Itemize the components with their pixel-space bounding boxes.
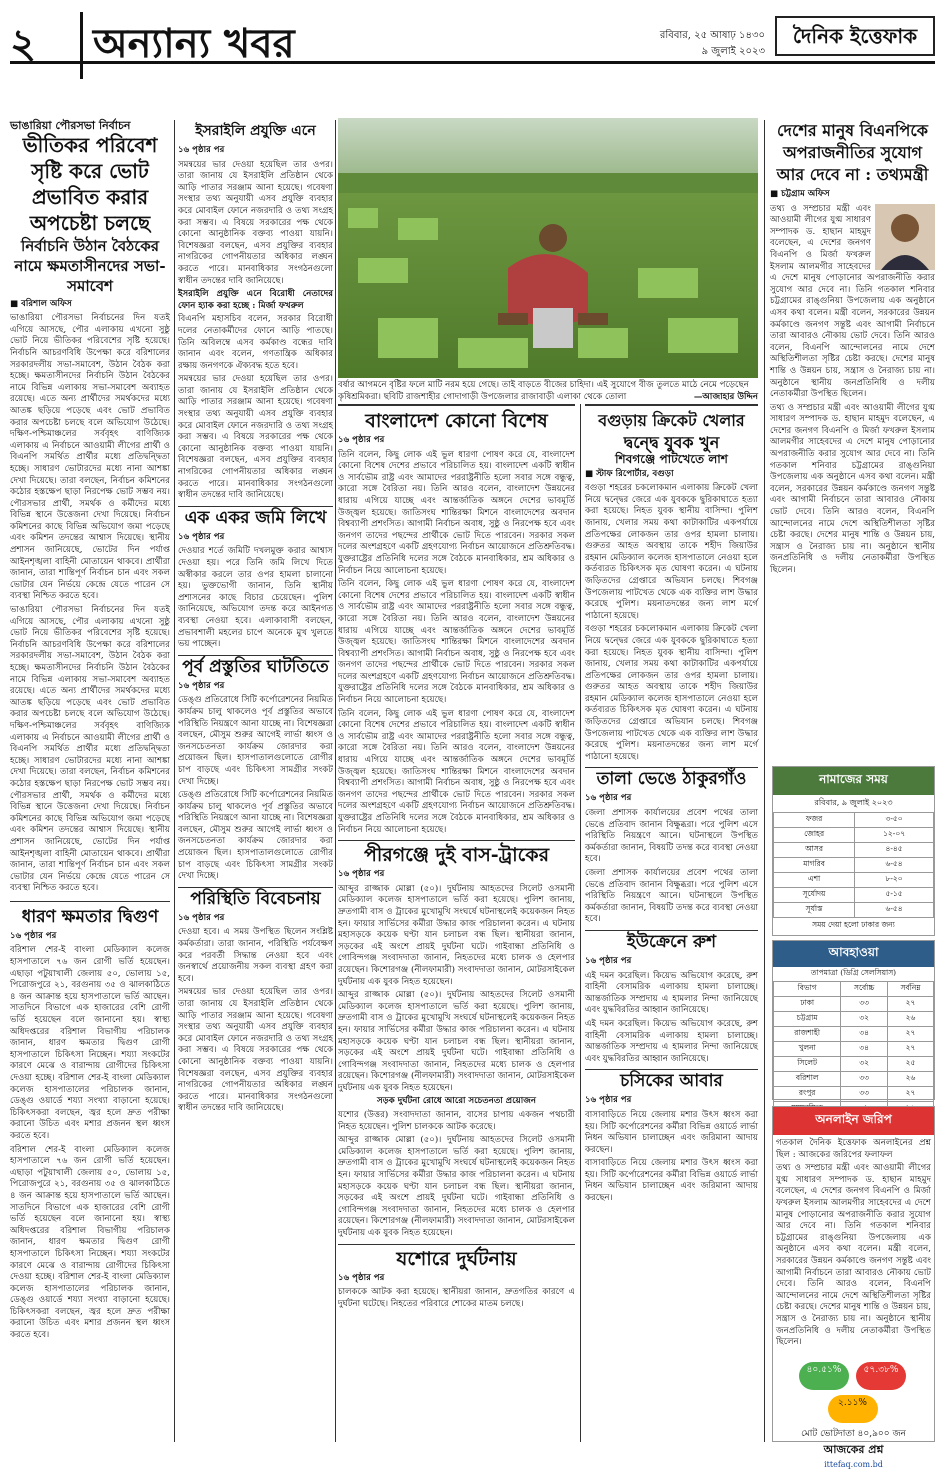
- byline: ■ স্টাফ রিপোর্টার, বগুড়া: [585, 468, 674, 479]
- prayer-cell: ৫-১৫: [855, 888, 934, 903]
- prayer-row: [774, 903, 934, 918]
- headline-bhandaria: ভীতিকর পরিবেশ সৃষ্টি করে ভোট প্রভাবিত করার অপচেষ্টা চলছে: [22, 132, 158, 235]
- byline: ১৬ পৃষ্ঠার পর: [178, 680, 225, 691]
- article-body: ভাঙারিয়া পৌরসভা নির্বাচনের দিন যতই এগিয়ে আসছে, পৌর এলাকায় এখনো সুষ্ঠু ভোট নিয়ে ভীতিকর পরিবেশের সৃষ্টি হয়েছে। নির্বাচনি আচরণবিধি উপেক্ষা করে বরিশালের সরকারদলীয় সভা-সমাবেশ, উঠান বৈঠক করা হচ্ছে। ক্ষমতাসীনদের নির্বাচনি উঠান বৈঠকের নামে বিভিন্ন এলাকায় সভা-সমাবেশ অব্যাহত রয়েছে। এতে অন্য প্রার্থীদের সমর্থকদের মধ্যে আতঙ্ক ছড়িয়ে পড়েছে এবং ভোট প্রভাবিত করার অপচেষ্টা চলছে বলে অভিযোগ উঠেছে। দক্ষিণ-পশ্চিমাঞ্চলের সর্ববৃহৎ বাণিজ্যিক এলাকায় এ নির্বাচনে আওয়ামী লীগের প্রার্থী ও বিএনপি সমর্থিত প্রার্থীর মধ্যে প্রতিদ্বন্দ্বিতা হচ্ছে। সাধারণ ভোটারদের মধ্যে নানা আশঙ্কা দেখা দিয়েছে। তারা বলছেন, নির্বাচন কমিশনের কঠোর হস্তক্ষেপ ছাড়া নিরপেক্ষ ভোট সম্ভব নয়। পৌরসভার প্রার্থী, সমর্থক ও কর্মীদের মধ্যে বিভিন্ন স্থানে উত্তেজনা দেখা দিয়েছে। নির্বাচন কমিশনের কাছে বিভিন্ন অভিযোগ জমা পড়েছে এবং কমিশন তদন্তের আশ্বাস দিয়েছে। স্থানীয় প্রশাসন জানিয়েছে, ভোটের দিন পর্যাপ্ত আইনশৃঙ্খলা বাহিনী মোতায়েন থাকবে। প্রার্থীরা জানান, তারা শান্তিপূর্ণ নির্বাচন চান এবং সকল ভোটার যেন নির্ভয়ে কেন্দ্রে যেতে পারেন সে ব্যবস্থা নিশ্চিত করতে হবে।: [10, 313, 170, 602]
- weather-row: [774, 1087, 934, 1102]
- column-rule: [580, 404, 581, 1442]
- weather-cell: রংপুর: [774, 1087, 841, 1102]
- weather-header-cell: সর্বোচ্চ: [841, 982, 888, 997]
- weather-header-cell: বিভাগ: [774, 982, 841, 997]
- weather-row: [774, 997, 934, 1012]
- article-body: দেওয়ার শর্তে জমিটি দখলমুক্ত করার আশ্বাস দেওয়া হয়। পরে তিনি জমি লিখে দিতে অস্বীকার করলে তার ওপর হামলা চালানো হয়। ভুক্তভোগী জানান, তিনি স্থানীয় প্রশাসনের কাছে বিচার চেয়েছেন। পুলিশ জানিয়েছে, অভিযোগ তদন্ত করে আইনগত ব্যবস্থা নেওয়া হবে। এলাকাবাসী বলছেন, প্রভাবশালী মহলের চাপে অনেকে মুখ খুলতে ভয় পাচ্ছেন।: [178, 546, 333, 650]
- weather-cell: ২৬: [888, 1012, 934, 1027]
- byline: ১৬ পৃষ্ঠার পর: [178, 531, 225, 542]
- column-3: [338, 404, 575, 1442]
- weather-title: আবহাওয়া: [773, 941, 934, 967]
- headline-bogura: বগুড়ায় ক্রিকেট খেলার দ্বন্দ্বে যুবক খুন: [585, 404, 758, 454]
- headline-dharon: ধারণ ক্ষমতার দ্বিগুণ: [10, 901, 170, 928]
- prayer-row: [774, 858, 934, 873]
- photo-credit: —আজাহার উদ্দিন: [693, 391, 758, 402]
- article-body: যশোর (উত্তর) সংবাদদাতা জানান, বাসের চাপায় একজন পথচারী নিহত হয়েছেন। পুলিশ চালককে আটক করেছে।: [338, 1110, 575, 1132]
- weather-cell: ৩৩: [841, 997, 888, 1012]
- byline: ১৬ পৃষ্ঠার পর: [338, 1272, 385, 1283]
- weather-box: [772, 940, 935, 1100]
- article-body-cont: ভাঙারিয়া পৌরসভা নির্বাচনের দিন যতই এগিয়ে আসছে, পৌর এলাকায় এখনো সুষ্ঠু ভোট নিয়ে ভীতিকর পরিবেশের সৃষ্টি হয়েছে। নির্বাচনি আচরণবিধি উপেক্ষা করে বরিশালের সরকারদলীয় সভা-সমাবেশ, উঠান বৈঠক করা হচ্ছে। ক্ষমতাসীনদের নির্বাচনি উঠান বৈঠকের নামে বিভিন্ন এলাকায় সভা-সমাবেশ অব্যাহত রয়েছে। এতে অন্য প্রার্থীদের সমর্থকদের মধ্যে আতঙ্ক ছড়িয়ে পড়েছে এবং ভোট প্রভাবিত করার অপচেষ্টা চলছে বলে অভিযোগ উঠেছে। দক্ষিণ-পশ্চিমাঞ্চলের সর্ববৃহৎ বাণিজ্যিক এলাকায় এ নির্বাচনে আওয়ামী লীগের প্রার্থী ও বিএনপি সমর্থিত প্রার্থীর মধ্যে প্রতিদ্বন্দ্বিতা হচ্ছে। সাধারণ ভোটারদের মধ্যে নানা আশঙ্কা দেখা দিয়েছে। তারা বলছেন, নির্বাচন কমিশনের কঠোর হস্তক্ষেপ ছাড়া নিরপেক্ষ ভোট সম্ভব নয়। পৌরসভার প্রার্থী, সমর্থক ও কর্মীদের মধ্যে বিভিন্ন স্থানে উত্তেজনা দেখা দিয়েছে। নির্বাচন কমিশনের কাছে বিভিন্ন অভিযোগ জমা পড়েছে এবং কমিশন তদন্তের আশ্বাস দিয়েছে। স্থানীয় প্রশাসন জানিয়েছে, ভোটের দিন পর্যাপ্ত আইনশৃঙ্খলা বাহিনী মোতায়েন থাকবে। প্রার্থীরা জানান, তারা শান্তিপূর্ণ নির্বাচন চান এবং সকল ভোটার যেন নির্ভয়ে কেন্দ্রে যেতে পারেন সে ব্যবস্থা নিশ্চিত করতে হবে।: [10, 605, 170, 894]
- inline-subhead: সড়ক দুর্ঘটনা রোধে আরো সচেতনতা প্রয়োজন: [376, 1096, 537, 1107]
- headline-preparation: পূর্ব প্রস্তুতির ঘাটতিতে: [178, 655, 333, 678]
- poll-body: [773, 1135, 934, 1354]
- prayer-note: সময় দেয়া হলো ঢাকার জন্য: [812, 920, 895, 929]
- weather-cell: ৩৩: [841, 1087, 888, 1102]
- article-body: দেওয়া হবে। এ সময় উপস্থিত ছিলেন সংশ্লিষ্ট কর্মকর্তারা। তারা জানান, পরিস্থিতি পর্যবেক্ষণ করে পরবর্তী সিদ্ধান্ত নেওয়া হবে এবং জনস্বার্থে প্রয়োজনীয় সকল ব্যবস্থা গ্রহণ করা হবে।: [178, 927, 333, 984]
- prayer-cell: ৪-৪৫: [855, 843, 934, 858]
- byline: ১৬ পৃষ্ঠার পর: [10, 930, 57, 941]
- weather-cell: বরিশাল: [774, 1072, 841, 1087]
- newspaper-logo: দৈনিক ইত্তেফাক: [775, 16, 935, 56]
- weather-row: [774, 1057, 934, 1072]
- article-body: বাসাবাড়িতে নিয়ে জেলায় মশার উৎস ধ্বংস করা হয়। সিটি কর্পোরেশনের কর্মীরা বিভিন্ন ওয়ার্ডে লার্ভা নিধন অভিযান চালাচ্ছেন এবং জরিমানা আদায় করছেন।: [585, 1109, 758, 1155]
- article-body: সমন্বয়ের ভার দেওয়া হয়েছিল তার ওপর। তারা জানায় যে ইসরাইলি প্রতিষ্ঠান থেকে আড়ি পাতার সরঞ্জাম আনা হয়েছে। গবেষণা সংস্থার তথ্য অনুযায়ী এসব প্রযুক্তি ব্যবহার করে মোবাইল ফোনে নজরদারি ও তথ্য সংগ্রহ করা সম্ভব। এ বিষয়ে সরকারের পক্ষ থেকে কোনো আনুষ্ঠানিক বক্তব্য পাওয়া যায়নি। বিশেষজ্ঞরা বলছেন, এসব প্রযুক্তির ব্যবহার নাগরিকের গোপনীয়তার অধিকার লঙ্ঘন করতে পারে। মানবাধিকার সংগঠনগুলো স্বাধীন তদন্তের দাবি জানিয়েছে।: [178, 159, 333, 286]
- article-body: বিএনপি মহাসচিব বলেন, সরকার বিরোধী দলের নেতাকর্মীদের ফোনে আড়ি পাতছে। তিনি অবিলম্বে এসব কর্মকাণ্ড বন্ধের দাবি জানান এবং বলেন, গণতান্ত্রিক অধিকার রক্ষায় জনগণকে ঐক্যবদ্ধ হতে হবে।: [178, 314, 333, 371]
- weather-subtitle: তাপমাত্রা (ডিগ্রি সেলসিয়াস): [810, 968, 897, 977]
- weather-cell: ২৭: [888, 1042, 934, 1057]
- article-body: বাসাবাড়িতে নিয়ে জেলায় মশার উৎস ধ্বংস করা হয়। সিটি কর্পোরেশনের কর্মীরা বিভিন্ন ওয়ার্ডে লার্ভা নিধন অভিযান চালাচ্ছেন এবং জরিমানা আদায় করছেন।: [585, 1158, 758, 1204]
- article-body: আব্দুর রাজ্জাক মোল্লা (৫০)। দুর্ঘটনায় আহতদের সিলেট ওসমানী মেডিক্যাল কলেজ হাসপাতালে ভর্তি করা হয়েছে। পুলিশ জানায়, দ্রুতগামী বাস ও ট্রাকের মুখোমুখি সংঘর্ষে ঘটনাস্থলেই কয়েকজন নিহত হন। ফায়ার সার্ভিসের কর্মীরা উদ্ধার কাজ পরিচালনা করেন। এ ঘটনায় মহাসড়কে কয়েক ঘণ্টা যান চলাচল বন্ধ ছিল। স্থানীয়রা জানান, সড়কের এই অংশে প্রায়ই দুর্ঘটনা ঘটে। গাইবান্ধা প্রতিনিধি ও গোবিন্দগঞ্জ সংবাদদাতা জানান, নিহতদের মধ্যে চালক ও হেলপার রয়েছেন। কিশোরগঞ্জ (নীলফামারী) সংবাদদাতা জানান, মোটরসাইকেল দুর্ঘটনায় এক যুবক নিহত হয়েছেন।: [338, 1135, 575, 1238]
- headline-israeli: ইসরাইলি প্রযুক্তি এনে: [195, 123, 316, 139]
- article-body: জেলা প্রশাসক কার্যালয়ের প্রবেশ পথের তালা ভেঙে প্রতিবাদ জানান বিক্ষুব্ধরা। পরে পুলিশ এসে পরিস্থিতি নিয়ন্ত্রণে আনে। ঘটনাস্থলে উপস্থিত কর্মকর্তারা জানান, বিষয়টি তদন্ত করে ব্যবস্থা নেওয়া হবে।: [585, 808, 759, 865]
- headline-info-minister: দেশের মানুষ বিএনপিকে অপরাজনীতির সুযোগ আর দেবে না : তথ্যমন্ত্রী: [776, 121, 929, 184]
- date-bn: রবিবার, ২৫ আষাঢ় ১৪৩০: [659, 30, 765, 41]
- weather-row: [774, 1027, 934, 1042]
- headline-jessore: যশোরে দুর্ঘটনায়: [338, 1244, 575, 1270]
- weather-cell: রাজশাহী: [774, 1027, 841, 1042]
- poll-question: গতকাল দৈনিক ইত্তেফাক অনলাইনের প্রশ্ন ছিল : আজকের জরিপের ফলাফল: [776, 1138, 931, 1160]
- weather-cell: ৩৩: [841, 1072, 888, 1087]
- article-body: চালককে আটক করা হয়েছে। স্থানীয়রা জানান, দ্রুতগতির কারণে এ দুর্ঘটনা ঘটেছে। নিহতের পরিবারে শোকের মাতম চলছে।: [338, 1287, 575, 1309]
- article-body: আব্দুর রাজ্জাক মোল্লা (৫০)। দুর্ঘটনায় আহতদের সিলেট ওসমানী মেডিক্যাল কলেজ হাসপাতালে ভর্তি করা হয়েছে। পুলিশ জানায়, দ্রুতগামী বাস ও ট্রাকের মুখোমুখি সংঘর্ষে ঘটনাস্থলেই কয়েকজন নিহত হন। ফায়ার সার্ভিসের কর্মীরা উদ্ধার কাজ পরিচালনা করেন। এ ঘটনায় মহাসড়কে কয়েক ঘণ্টা যান চলাচল বন্ধ ছিল। স্থানীয়রা জানান, সড়কের এই অংশে প্রায়ই দুর্ঘটনা ঘটে। গাইবান্ধা প্রতিনিধি ও গোবিন্দগঞ্জ সংবাদদাতা জানান, নিহতদের মধ্যে চালক ও হেলপার রয়েছেন। কিশোরগঞ্জ (নীলফামারী) সংবাদদাতা জানান, মোটরসাইকেল দুর্ঘটনায় এক যুবক নিহত হয়েছেন।: [338, 990, 575, 1093]
- prayer-cell: আসর: [774, 843, 855, 858]
- prayer-date: রবিবার, ৯ জুলাই ২০২৩: [814, 798, 893, 807]
- byline: ১৬ পৃষ্ঠার পর: [585, 955, 632, 966]
- prayer-row: [774, 828, 934, 843]
- prayer-row: [774, 813, 934, 828]
- weather-cell: ঢাকা: [774, 997, 841, 1012]
- article-body: সমন্বয়ের ভার দেওয়া হয়েছিল তার ওপর। তারা জানায় যে ইসরাইলি প্রতিষ্ঠান থেকে আড়ি পাতার সরঞ্জাম আনা হয়েছে। গবেষণা সংস্থার তথ্য অনুযায়ী এসব প্রযুক্তি ব্যবহার করে মোবাইল ফোনে নজরদারি ও তথ্য সংগ্রহ করা সম্ভব। এ বিষয়ে সরকারের পক্ষ থেকে কোনো আনুষ্ঠানিক বক্তব্য পাওয়া যায়নি। বিশেষজ্ঞরা বলছেন, এসব প্রযুক্তির ব্যবহার নাগরিকের গোপনীয়তার অধিকার লঙ্ঘন করতে পারে। মানবাধিকার সংগঠনগুলো স্বাধীন তদন্তের দাবি জানিয়েছে।: [178, 987, 333, 1114]
- prayer-title: নামাজের সময়: [773, 767, 934, 795]
- prayer-cell: ৩-৫০: [855, 813, 934, 828]
- weather-cell: ২৬: [888, 1072, 934, 1087]
- headline-ukraine: ইউক্রেনে রুশ: [585, 930, 758, 953]
- article-body: তিনি বলেন, কিছু লোক এই ভুল ধারণা পোষণ করে যে, বাংলাদেশ কোনো বিশেষ দেশের প্রভাবে পরিচালিত হয়। বাংলাদেশ একটি স্বাধীন ও সার্বভৌম রাষ্ট্র এবং আমাদের পররাষ্ট্রনীতি হলো সবার সঙ্গে বন্ধুত্ব, কারো সঙ্গে বৈরিতা নয়। তিনি আরও বলেন, বাংলাদেশ উন্নয়নের ধারায় এগিয়ে যাচ্ছে এবং আন্তর্জাতিক অঙ্গনে দেশের ভাবমূর্তি উজ্জ্বল হয়েছে। জাতিসংঘ শান্তিরক্ষা মিশনে বাংলাদেশের অবদান বিশ্বব্যাপী প্রশংসিত। আগামী নির্বাচন অবাধ, সুষ্ঠু ও নিরপেক্ষ হবে এবং জনগণ তাদের পছন্দের প্রার্থীকে ভোট দিতে পারবেন। সরকার সকল দলের অংশগ্রহণে একটি গ্রহণযোগ্য নির্বাচন আয়োজনে প্রতিশ্রুতিবদ্ধ। যুক্তরাষ্ট্রের প্রতিনিধি দলের সঙ্গে বৈঠকে মানবাধিকার, শ্রম অধিকার ও নির্বাচন নিয়ে আলোচনা হয়েছে।: [338, 708, 575, 835]
- website-link[interactable]: ittefaq.com.bd: [824, 1459, 883, 1469]
- prayer-row: [774, 888, 934, 903]
- article-body: বরিশাল শের-ই বাংলা মেডিক্যাল কলেজ হাসপাতালে ৭৬ জন রোগী ভর্তি হয়েছেন। এছাড়া পটুয়াখালী জেলায় ৫০, ভোলায় ১৫, পিরোজপুরে ২১, বরগুনায় ৩৫ ও ঝালকাঠিতে ৪ জন আক্রান্ত হয়ে হাসপাতালে ভর্তি আছেন। সাতদিনে বিভাগে এক হাজারের বেশি রোগী ভর্তি হয়েছেন বলে জানানো হয়। স্বাস্থ্য অধিদপ্তরের বরিশাল বিভাগীয় পরিচালক জানান, ধারণ ক্ষমতার দ্বিগুণ রোগী হাসপাতালে চিকিৎসা নিচ্ছেন। শয্যা সংকটের কারণে মেঝে ও বারান্দায় রোগীদের চিকিৎসা দেওয়া হচ্ছে। বরিশাল শের-ই বাংলা মেডিক্যাল কলেজ হাসপাতালের পরিচালক জানান, ডেঙ্গু ওয়ার্ডে শয্যা সংখ্যা বাড়ানো হয়েছে। চিকিৎসকরা বলছেন, জ্বর হলে দ্রুত পরীক্ষা করানো উচিত এবং মশার প্রজনন স্থল ধ্বংস করতে হবে।: [10, 945, 170, 1141]
- prayer-cell: ফজর: [774, 813, 855, 828]
- article-body: তিনি বলেন, কিছু লোক এই ভুল ধারণা পোষণ করে যে, বাংলাদেশ কোনো বিশেষ দেশের প্রভাবে পরিচালিত হয়। বাংলাদেশ একটি স্বাধীন ও সার্বভৌম রাষ্ট্র এবং আমাদের পররাষ্ট্রনীতি হলো সবার সঙ্গে বন্ধুত্ব, কারো সঙ্গে বৈরিতা নয়। তিনি আরও বলেন, বাংলাদেশ উন্নয়নের ধারায় এগিয়ে যাচ্ছে এবং আন্তর্জাতিক অঙ্গনে দেশের ভাবমূর্তি উজ্জ্বল হয়েছে। জাতিসংঘ শান্তিরক্ষা মিশনে বাংলাদেশের অবদান বিশ্বব্যাপী প্রশংসিত। আগামী নির্বাচন অবাধ, সুষ্ঠু ও নিরপেক্ষ হবে এবং জনগণ তাদের পছন্দের প্রার্থীকে ভোট দিতে পারবেন। সরকার সকল দলের অংশগ্রহণে একটি গ্রহণযোগ্য নির্বাচন আয়োজনে প্রতিশ্রুতিবদ্ধ। যুক্তরাষ্ট্রের প্রতিনিধি দলের সঙ্গে বৈঠকে মানবাধিকার, শ্রম অধিকার ও নির্বাচন নিয়ে আলোচনা হয়েছে।: [338, 579, 575, 706]
- headline-pirganj: পীরগঞ্জে দুই বাস-ট্রাকের: [338, 840, 575, 866]
- subheadline: শিবগঞ্জে পাটখেতে লাশ: [615, 452, 728, 466]
- byline: ■ বরিশাল অফিস: [10, 298, 72, 309]
- photo-caption: [338, 380, 758, 403]
- poll-results: [773, 1354, 934, 1426]
- farmer-photo-illustration: [338, 118, 758, 378]
- weather-table: [773, 981, 934, 1117]
- column-2: [178, 120, 333, 1442]
- weather-cell: ২৭: [888, 1027, 934, 1042]
- article-body: বগুড়া শহরের চকলোকমান এলাকায় ক্রিকেট খেলা নিয়ে দ্বন্দ্বের জেরে এক যুবককে ছুরিকাঘাতে হত্যা করা হয়েছে। নিহত যুবক স্থানীয় বাসিন্দা। পুলিশ জানায়, খেলার সময় কথা কাটাকাটির একপর্যায়ে প্রতিপক্ষের লোকজন তার ওপর হামলা চালায়। গুরুতর আহত অবস্থায় তাকে শহীদ জিয়াউর রহমান মেডিক্যাল কলেজ হাসপাতালে নেওয়া হলে কর্তব্যরত চিকিৎসক মৃত ঘোষণা করেন। এ ঘটনায় জড়িতদের গ্রেপ্তারে অভিযান চলছে। শিবগঞ্জ উপজেলায় পাটখেত থেকে এক ব্যক্তির লাশ উদ্ধার করেছে পুলিশ। ময়নাতদন্তের জন্য লাশ মর্গে পাঠানো হয়েছে।: [585, 483, 758, 621]
- byline: ■ চট্টগ্রাম অফিস: [770, 189, 830, 199]
- minister-portrait: [875, 204, 935, 270]
- article-body: তিনি বলেন, কিছু লোক এই ভুল ধারণা পোষণ করে যে, বাংলাদেশ কোনো বিশেষ দেশের প্রভাবে পরিচালিত হয়। বাংলাদেশ একটি স্বাধীন ও সার্বভৌম রাষ্ট্র এবং আমাদের পররাষ্ট্রনীতি হলো সবার সঙ্গে বন্ধুত্ব, কারো সঙ্গে বৈরিতা নয়। তিনি আরও বলেন, বাংলাদেশ উন্নয়নের ধারায় এগিয়ে যাচ্ছে এবং আন্তর্জাতিক অঙ্গনে দেশের ভাবমূর্তি উজ্জ্বল হয়েছে। জাতিসংঘ শান্তিরক্ষা মিশনে বাংলাদেশের অবদান বিশ্বব্যাপী প্রশংসিত। আগামী নির্বাচন অবাধ, সুষ্ঠু ও নিরপেক্ষ হবে এবং জনগণ তাদের পছন্দের প্রার্থীকে ভোট দিতে পারবেন। সরকার সকল দলের অংশগ্রহণে একটি গ্রহণযোগ্য নির্বাচন আয়োজনে প্রতিশ্রুতিবদ্ধ। যুক্তরাষ্ট্রের প্রতিনিধি দলের সঙ্গে বৈঠকে মানবাধিকার, শ্রম অধিকার ও নির্বাচন নিয়ে আলোচনা হয়েছে।: [338, 449, 575, 576]
- weather-cell: ২৫: [888, 1057, 934, 1072]
- weather-cell: ৩২: [841, 1012, 888, 1027]
- poll-no: ৫৭.৩৮%: [856, 1362, 906, 1390]
- section-title: অন্যান্য খবর: [80, 12, 295, 79]
- article-body: তথ্য ও সম্প্রচার মন্ত্রী এবং আওয়ামী লীগের যুগ্ম সাধারণ সম্পাদক ড. হাছান মাহমুদ বলেছেন, এ দেশের জনগণ বিএনপি ও মির্জা ফখরুল ইসলাম আলমগীর সাহেবদের এ দেশে মানুষ পোড়ানোর অপরাজনীতি করার সুযোগ আর দেবে না। তিনি গতকাল শনিবার চট্টগ্রামের রাঙ্গুনিয়া উপজেলায় এক অনুষ্ঠানে এসব কথা বলেন। মন্ত্রী বলেন, সরকারের উন্নয়ন কর্মকাণ্ডে জনগণ সন্তুষ্ট এবং আগামী নির্বাচনে তারা আবারও নৌকায় ভোট দেবে। তিনি আরও বলেন, বিএনপি আন্দোলনের নামে দেশে অস্থিতিশীলতা সৃষ্টির চেষ্টা করছে। দেশের মানুষ শান্তি ও উন্নয়ন চায়, সন্ত্রাস ও নৈরাজ্য চায় না। অনুষ্ঠানে স্থানীয় জনপ্রতিনিধি ও দলীয় নেতাকর্মীরা উপস্থিত ছিলেন।: [770, 402, 935, 575]
- prayer-cell: এশা: [774, 873, 855, 888]
- weather-cell: সিলেট: [774, 1057, 841, 1072]
- prayer-table: [773, 812, 934, 918]
- weather-row: [774, 1042, 934, 1057]
- prayer-times-box: [772, 766, 935, 936]
- byline: ১৬ পৃষ্ঠার পর: [178, 145, 225, 155]
- weather-row: [774, 1072, 934, 1087]
- subheadline: নির্বাচনি উঠান বৈঠকের নামে ক্ষমতাসীনদের সভা-সমাবেশ: [14, 236, 166, 295]
- headline-bangladesh: বাংলাদেশ কোনো বিশেষ: [338, 404, 575, 432]
- article-body: ডেঙ্গু প্রতিরোধে সিটি কর্পোরেশনের নিয়মিত কার্যক্রম চালু থাকলেও পূর্ব প্রস্তুতির অভাবে পরিস্থিতি নিয়ন্ত্রণে আনা যাচ্ছে না। বিশেষজ্ঞরা বলছেন, মৌসুম শুরুর আগেই লার্ভা ধ্বংস ও জনসচেতনতা কার্যক্রম জোরদার করা প্রয়োজন ছিল। হাসপাতালগুলোতে রোগীর চাপ বাড়ছে এবং চিকিৎসা সামগ্রীর সংকট দেখা দিচ্ছে।: [178, 695, 333, 787]
- headline-land: এক একর জমি লিখে: [178, 506, 333, 529]
- column-1: [10, 120, 170, 1442]
- article-body: এই দমন করেছিল। কিয়েভ অভিযোগ করেছে, রুশ বাহিনী বেসামরিক এলাকায় হামলা চালাচ্ছে। আন্তর্জাতিক সম্প্রদায় এ হামলার নিন্দা জানিয়েছে এবং যুদ্ধবিরতির আহ্বান জানিয়েছে।: [585, 970, 758, 1016]
- weather-cell: ২৭: [888, 997, 934, 1012]
- weather-cell: ৩৪: [841, 1027, 888, 1042]
- column-4: [585, 404, 758, 1442]
- column-5: [770, 120, 935, 760]
- column-rule: [174, 120, 175, 1442]
- article-body: তথ্য ও সম্প্রচার মন্ত্রী এবং আওয়ামী লীগের যুগ্ম সাধারণ সম্পাদক ড. হাছান মাহমুদ বলেছেন, এ দেশের জনগণ বিএনপি ও মির্জা ফখরুল ইসলাম আলমগীর সাহেবদের এ দেশে মানুষ পোড়ানোর অপরাজনীতি করার সুযোগ আর দেবে না। তিনি গতকাল শনিবার চট্টগ্রামের রাঙ্গুনিয়া উপজেলায় এক অনুষ্ঠানে এসব কথা বলেন। মন্ত্রী বলেন, সরকারের উন্নয়ন কর্মকাণ্ডে জনগণ সন্তুষ্ট এবং আগামী নির্বাচনে তারা আবারও নৌকায় ভোট দেবে। তিনি আরও বলেন, বিএনপি আন্দোলনের নামে দেশে অস্থিতিশীলতা সৃষ্টির চেষ্টা করছে। দেশের মানুষ শান্তি ও উন্নয়ন চায়, সন্ত্রাস ও নৈরাজ্য চায় না। অনুষ্ঠানে স্থানীয় জনপ্রতিনিধি ও দলীয় নেতাকর্মীরা উপস্থিত ছিলেন।: [770, 203, 935, 400]
- inline-headline: ইসরাইলি প্রযুক্তি এনে বিরোধী নেতাদের ফোন হ্যাক করা হচ্ছে : মির্জা ফখরুল: [178, 289, 333, 311]
- weather-cell: ৩৪: [841, 1042, 888, 1057]
- prayer-cell: সূর্যোদয়: [774, 888, 855, 903]
- prayer-cell: ১২-০৭: [855, 828, 934, 843]
- weather-row: [774, 1012, 934, 1027]
- byline: ১৬ পৃষ্ঠার পর: [338, 869, 385, 880]
- article-body: ডেঙ্গু প্রতিরোধে সিটি কর্পোরেশনের নিয়মিত কার্যক্রম চালু থাকলেও পূর্ব প্রস্তুতির অভাবে পরিস্থিতি নিয়ন্ত্রণে আনা যাচ্ছে না। বিশেষজ্ঞরা বলছেন, মৌসুম শুরুর আগেই লার্ভা ধ্বংস ও জনসচেতনতা কার্যক্রম জোরদার করা প্রয়োজন ছিল। হাসপাতালগুলোতে রোগীর চাপ বাড়ছে এবং চিকিৎসা সামগ্রীর সংকট দেখা দিচ্ছে।: [178, 790, 333, 882]
- byline: ১৬ পৃষ্ঠার পর: [178, 912, 225, 923]
- article-body: বগুড়া শহরের চকলোকমান এলাকায় ক্রিকেট খেলা নিয়ে দ্বন্দ্বের জেরে এক যুবককে ছুরিকাঘাতে হত্যা করা হয়েছে। নিহত যুবক স্থানীয় বাসিন্দা। পুলিশ জানায়, খেলার সময় কথা কাটাকাটির একপর্যায়ে প্রতিপক্ষের লোকজন তার ওপর হামলা চালায়। গুরুতর আহত অবস্থায় তাকে শহীদ জিয়াউর রহমান মেডিক্যাল কলেজ হাসপাতালে নেওয়া হলে কর্তব্যরত চিকিৎসক মৃত ঘোষণা করেন। এ ঘটনায় জড়িতদের গ্রেপ্তারে অভিযান চলছে। শিবগঞ্জ উপজেলায় পাটখেত থেকে এক ব্যক্তির লাশ উদ্ধার করেছে পুলিশ। ময়নাতদন্তের জন্য লাশ মর্গে পাঠানো হয়েছে।: [585, 624, 758, 762]
- prayer-cell: ৬-৫৪: [855, 903, 934, 918]
- prayer-cell: মাগরিব: [774, 858, 855, 873]
- article-body: এই দমন করেছিল। কিয়েভ অভিযোগ করেছে, রুশ বাহিনী বেসামরিক এলাকায় হামলা চালাচ্ছে। আন্তর্জাতিক সম্প্রদায় এ হামলার নিন্দা জানিয়েছে এবং যুদ্ধবিরতির আহ্বান জানিয়েছে।: [585, 1018, 758, 1064]
- prayer-cell: সূর্যাস্ত: [774, 903, 855, 918]
- weather-cell: চট্টগ্রাম: [774, 1012, 841, 1027]
- online-poll-title: অনলাইন জরিপ: [773, 1107, 934, 1135]
- poll-yes: ৪০.৫১%: [799, 1362, 849, 1390]
- date-en: ৯ জুলাই ২০২৩: [701, 46, 765, 57]
- prayer-cell: ৮-২০: [855, 873, 934, 888]
- kicker: ভাঙারিয়া পৌরসভা নির্বাচন: [10, 119, 131, 132]
- headline-chattogram: চসিকের আবার: [585, 1069, 758, 1092]
- article-body-cont: বরিশাল শের-ই বাংলা মেডিক্যাল কলেজ হাসপাতালে ৭৬ জন রোগী ভর্তি হয়েছেন। এছাড়া পটুয়াখালী জেলায় ৫০, ভোলায় ১৫, পিরোজপুরে ২১, বরগুনায় ৩৫ ও ঝালকাঠিতে ৪ জন আক্রান্ত হয়ে হাসপাতালে ভর্তি আছেন। সাতদিনে বিভাগে এক হাজারের বেশি রোগী ভর্তি হয়েছেন বলে জানানো হয়। স্বাস্থ্য অধিদপ্তরের বরিশাল বিভাগীয় পরিচালক জানান, ধারণ ক্ষমতার দ্বিগুণ রোগী হাসপাতালে চিকিৎসা নিচ্ছেন। শয্যা সংকটের কারণে মেঝে ও বারান্দায় রোগীদের চিকিৎসা দেওয়া হচ্ছে। বরিশাল শের-ই বাংলা মেডিক্যাল কলেজ হাসপাতালের পরিচালক জানান, ডেঙ্গু ওয়ার্ডে শয্যা সংখ্যা বাড়ানো হয়েছে। চিকিৎসকরা বলছেন, জ্বর হলে দ্রুত পরীক্ষা করানো উচিত এবং মশার প্রজনন স্থল ধ্বংস করতে হবে।: [10, 1144, 170, 1341]
- weather-cell: খুলনা: [774, 1042, 841, 1057]
- article-body: আব্দুর রাজ্জাক মোল্লা (৫০)। দুর্ঘটনায় আহতদের সিলেট ওসমানী মেডিক্যাল কলেজ হাসপাতালে ভর্তি করা হয়েছে। পুলিশ জানায়, দ্রুতগামী বাস ও ট্রাকের মুখোমুখি সংঘর্ষে ঘটনাস্থলেই কয়েকজন নিহত হন। ফায়ার সার্ভিসের কর্মীরা উদ্ধার কাজ পরিচালনা করেন। এ ঘটনায় মহাসড়কে কয়েক ঘণ্টা যান চলাচল বন্ধ ছিল। স্থানীয়রা জানান, সড়কের এই অংশে প্রায়ই দুর্ঘটনা ঘটে। গাইবান্ধা প্রতিনিধি ও গোবিন্দগঞ্জ সংবাদদাতা জানান, নিহতদের মধ্যে চালক ও হেলপার রয়েছেন। কিশোরগঞ্জ (নীলফামারী) সংবাদদাতা জানান, মোটরসাইকেল দুর্ঘটনায় এক যুবক নিহত হয়েছেন।: [338, 883, 575, 987]
- weather-header-cell: সর্বনিম্ন: [888, 982, 934, 997]
- caption-text: বর্ষার আগমনে বৃষ্টির ফলে মাটি নরম হয়ে গেছে। তাই বাড়তে বীজের চাহিদা। এই সুযোগে বীজ তুলতে মাঠে নেমে পড়েছেন কৃষিশ্রমিকরা। ছবিটি রাজশাহীর গোদাগাড়ী উপজেলার রাজাবাড়ী এলাকা থেকে তোলা: [338, 380, 749, 402]
- byline: ১৬ পৃষ্ঠার পর: [585, 1095, 632, 1106]
- poll-text: তথ্য ও সম্প্রচার মন্ত্রী এবং আওয়ামী লীগের যুগ্ম সাধারণ সম্পাদক ড. হাছান মাহমুদ বলেছেন, এ দেশের জনগণ বিএনপি ও মির্জা ফখরুল ইসলাম আলমগীর সাহেবদের এ দেশে মানুষ পোড়ানোর অপরাজনীতি করার সুযোগ আর দেবে না। তিনি গতকাল শনিবার চট্টগ্রামের রাঙ্গুনিয়া উপজেলায় এক অনুষ্ঠানে এসব কথা বলেন। মন্ত্রী বলেন, সরকারের উন্নয়ন কর্মকাণ্ডে জনগণ সন্তুষ্ট এবং আগামী নির্বাচনে তারা আবারও নৌকায় ভোট দেবে। তিনি আরও বলেন, বিএনপি আন্দোলনের নামে দেশে অস্থিতিশীলতা সৃষ্টির চেষ্টা করছে। দেশের মানুষ শান্তি ও উন্নয়ন চায়, সন্ত্রাস ও নৈরাজ্য চায় না। অনুষ্ঠানে স্থানীয় জনপ্রতিনিধি ও দলীয় নেতাকর্মীরা উপস্থিত ছিলেন।: [776, 1163, 931, 1348]
- headline-thakurgaon: তালা ভেঙে ঠাকুরগাঁও: [585, 767, 758, 790]
- weather-cell: ২৭: [888, 1087, 934, 1102]
- masthead: [10, 8, 935, 67]
- poll-total: মোট ভোটদাতা ৪০,৯০০ জন: [801, 1428, 906, 1439]
- column-rule: [764, 120, 765, 1442]
- page-number: ২: [10, 20, 37, 67]
- rice-field-photo: [338, 118, 758, 378]
- online-poll-box: [772, 1106, 935, 1469]
- prayer-row: [774, 873, 934, 888]
- byline: ১৬ পৃষ্ঠার পর: [585, 793, 632, 804]
- byline: ১৬ পৃষ্ঠার পর: [338, 435, 385, 445]
- prayer-cell: ৬-৫৪: [855, 858, 934, 873]
- prayer-row: [774, 843, 934, 858]
- headline-situation: পরিস্থিতি বিবেচনায়: [178, 887, 333, 910]
- poll-none: ২.১১%: [828, 1395, 878, 1423]
- prayer-cell: জোহর: [774, 828, 855, 843]
- weather-cell: ৩২: [841, 1057, 888, 1072]
- column-rule: [335, 120, 336, 1442]
- article-body: সমন্বয়ের ভার দেওয়া হয়েছিল তার ওপর। তারা জানায় যে ইসরাইলি প্রতিষ্ঠান থেকে আড়ি পাতার সরঞ্জাম আনা হয়েছে। গবেষণা সংস্থার তথ্য অনুযায়ী এসব প্রযুক্তি ব্যবহার করে মোবাইল ফোনে নজরদারি ও তথ্য সংগ্রহ করা সম্ভব। এ বিষয়ে সরকারের পক্ষ থেকে কোনো আনুষ্ঠানিক বক্তব্য পাওয়া যায়নি। বিশেষজ্ঞরা বলছেন, এসব প্রযুক্তির ব্যবহার নাগরিকের গোপনীয়তার অধিকার লঙ্ঘন করতে পারে। মানবাধিকার সংগঠনগুলো স্বাধীন তদন্তের দাবি জানিয়েছে।: [178, 374, 333, 501]
- article-body: জেলা প্রশাসক কার্যালয়ের প্রবেশ পথের তালা ভেঙে প্রতিবাদ জানান বিক্ষুব্ধরা। পরে পুলিশ এসে পরিস্থিতি নিয়ন্ত্রণে আনে। ঘটনাস্থলে উপস্থিত কর্মকর্তারা জানান, বিষয়টি তদন্ত করে ব্যবস্থা নেওয়া হবে।: [585, 868, 759, 925]
- poll-next: আজকের প্রশ্ন: [823, 1442, 884, 1456]
